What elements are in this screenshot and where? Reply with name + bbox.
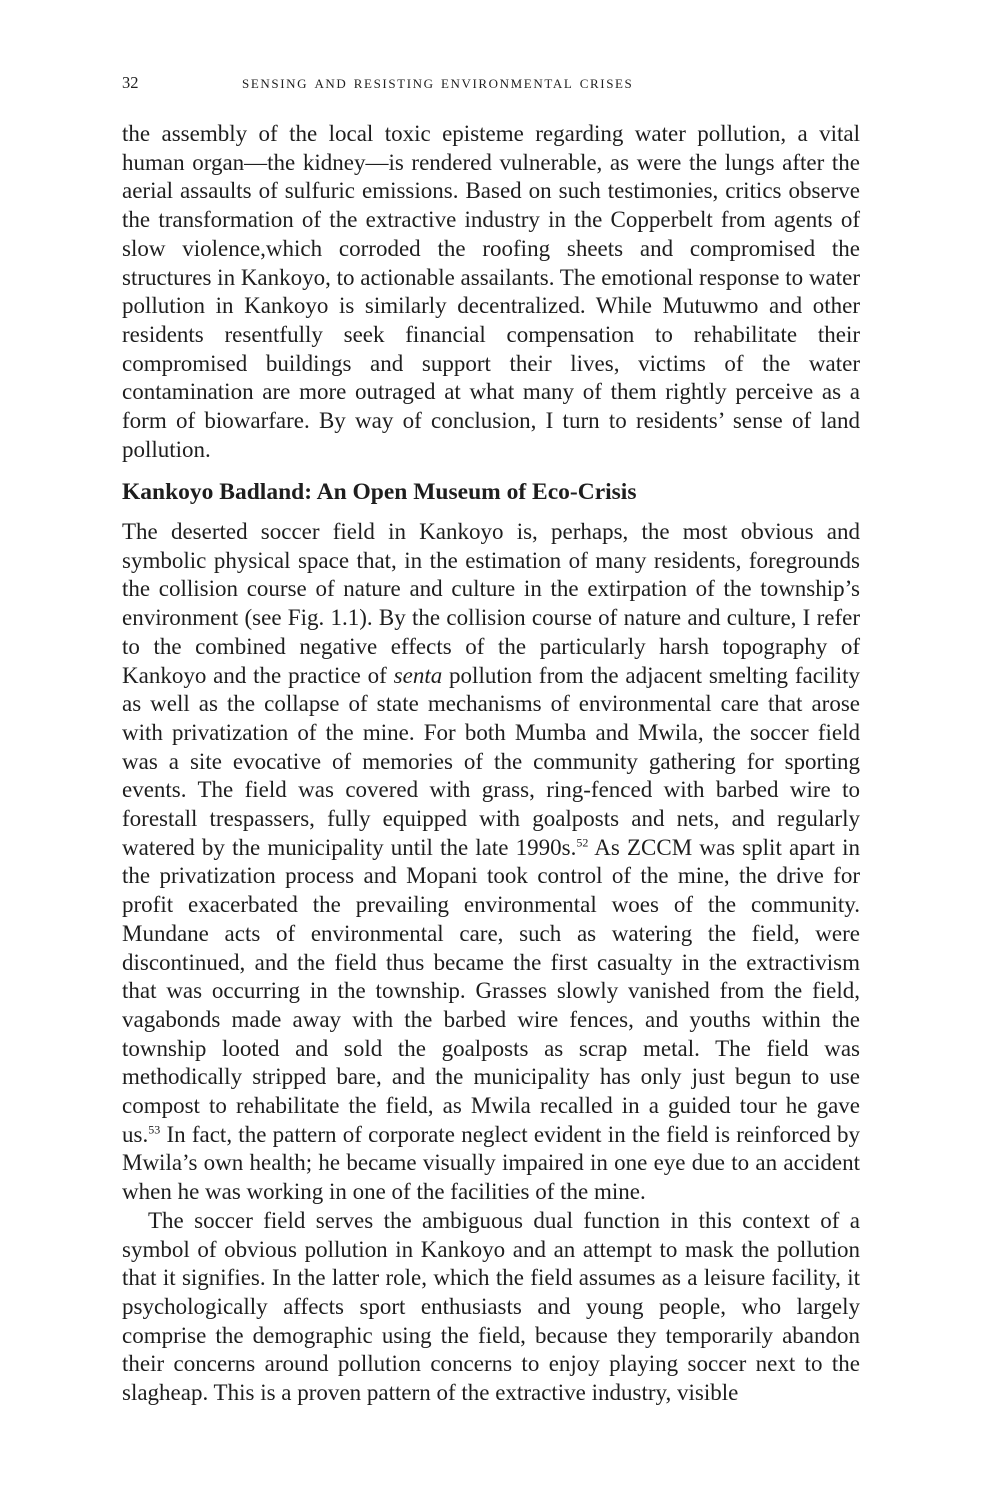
page-number: 32 (122, 73, 139, 92)
running-title: sensing and resisting environmental crises (242, 72, 634, 93)
footnote-marker[interactable]: 53 (148, 1122, 161, 1137)
paragraph-text: pollution from the adjacent smelting facility as well as the collapse of state mechanisms of environmental care that arose with privatization of the mine. For both Mumba and Mwila, the soccer field was a site evocative of memories of the community gathering for sporting events. The field was covered with grass, ring-fenced with barbed wire to forestall trespassers, fully equipped with goalposts and nets, and regularly watered by the municipality until the late 1990s. (122, 662, 860, 860)
paragraph-text: As ZCCM was split apart in the privatization process and Mopani took control of the mine, the drive for profit exacerbated the prevailing environmental woes of the community. Mundane acts of environmental care, such as watering the field, were discontinued, and the field thus became the first casualty in the extractivism that was occurring in the township. Grasses slowly vanished from the field, vagabonds made away with the barbed wire fences, and youths within the township looted and sold the goalposts as scrap metal. The field was methodically stripped bare, and the municipality has only just begun to use compost to rehabilitate the field, as Mwila recalled in a guided tour he gave us. (122, 834, 860, 1147)
running-head (122, 73, 860, 97)
section-heading: Kankoyo Badland: An Open Museum of Eco-Crisis (122, 479, 637, 505)
opening-text-block (122, 120, 860, 464)
section-text-block (122, 518, 860, 1408)
paragraph-text: The deserted soccer field in Kankoyo is, perhaps, the most obvious and symbolic physical space that, in the estimation of many residents, foregrounds the collision course of nature and culture in the extirpation of the township’s environment (see Fig. 1.1). By the collision course of nature and culture, I refer to the combined negative effects of the particularly harsh topography of Kankoyo and the practice of (122, 519, 860, 688)
indented-paragraph: The soccer field serves the ambiguous dual function in this context of a symbol of obvious pollution in Kankoyo and an attempt to mask the pollution that it signifies. In the latter role, which the field assumes as a leisure facility, it psychologically affects sport enthusiasts and young people, who largely comprise the demographic using the field, because they temporarily abandon their concerns around pollution concerns to enjoy playing soccer next to the slagheap. This is a proven pattern of the extractive industry, visible (122, 1207, 860, 1406)
paragraph-text: In fact, the pattern of corporate neglect evident in the field is reinforced by Mwila’s own health; he became visually impaired in one eye due to an accident when he was working in one of the facilities of the mine. (122, 1121, 860, 1205)
italic-term: senta (393, 662, 443, 688)
section-first-paragraph (122, 518, 860, 1207)
paragraph-continued: the assembly of the local toxic episteme regarding water pollution, a vital human organ—the kidney—is rendered vulnerable, as were the lungs after the aerial assaults of sulfuric emissions. Based on such testimonies, critics observe the transformation of the extractive industry in the Copperbelt from agents of slow violence,which corroded the roofing sheets and compromised the structures in Kankoyo, to actionable assailants. The emotional response to water pollution in Kankoyo is similarly decentralized. While Mutuwmo and other residents resentfully seek financial compensation to rehabilitate their compromised buildings and support their lives, victims of the water contamination are more outraged at what many of them rightly perceive as a form of biowarfare. By way of conclusion, I turn to residents’ sense of land pollution. (122, 121, 860, 462)
footnote-marker[interactable]: 52 (576, 835, 589, 850)
